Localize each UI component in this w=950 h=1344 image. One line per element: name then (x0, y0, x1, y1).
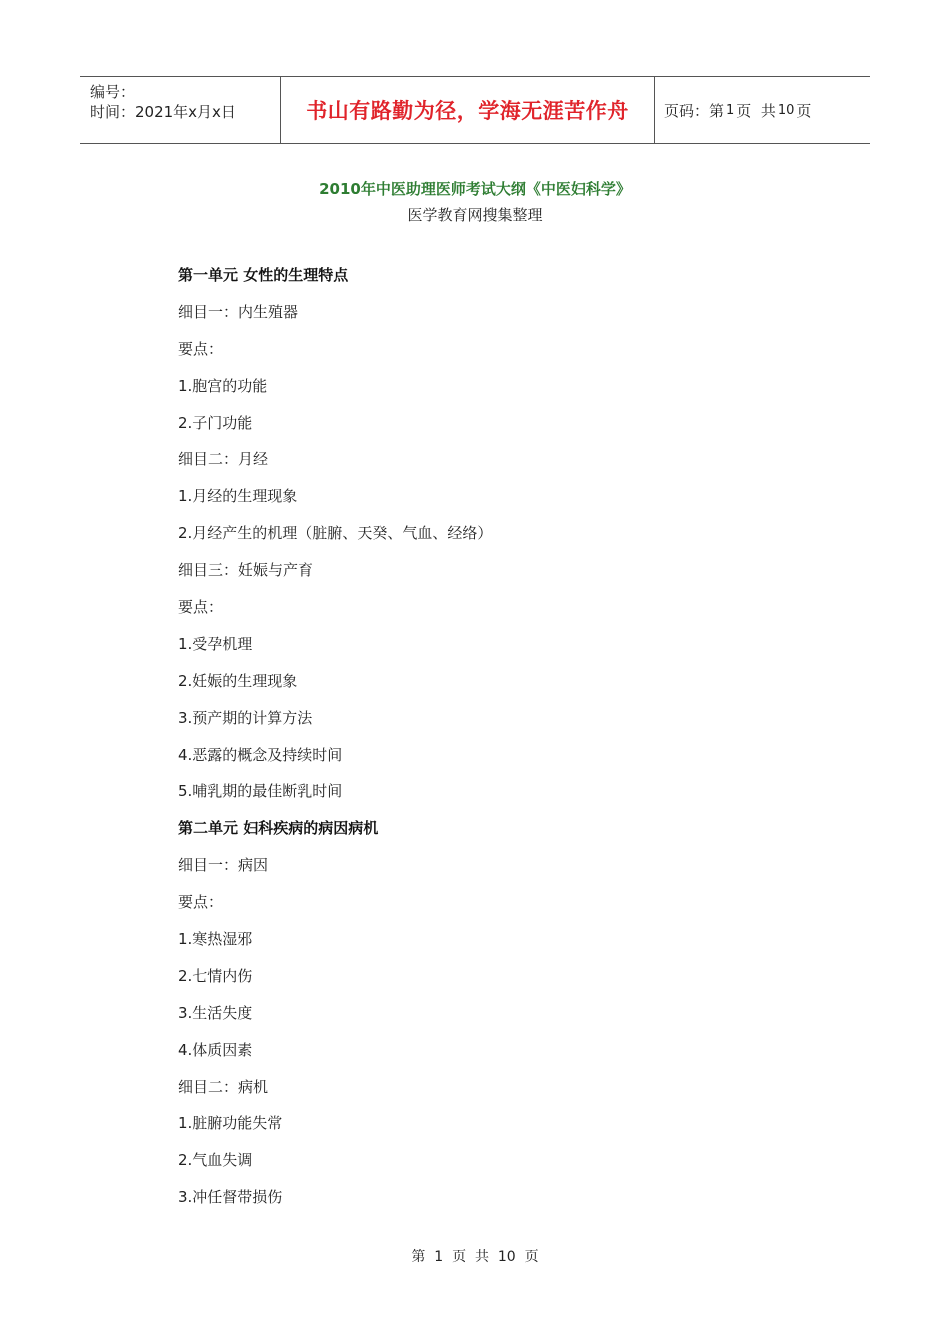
outline-line: 细目一：内生殖器 (178, 302, 299, 321)
outline-line: 1.受孕机理 (178, 634, 253, 653)
outline-line: 细目二：病机 (178, 1077, 269, 1096)
motto-text: 书山有路勤为径，学海无涯苦作舟 (306, 99, 629, 123)
outline-line: 4.恶露的概念及持续时间 (178, 745, 343, 764)
outline-line: 细目二：月经 (178, 450, 269, 469)
page-current: 1 (726, 102, 735, 118)
outline-line: 细目三：妊娠与产育 (178, 561, 314, 580)
outline-line: 1.月经的生理现象 (178, 487, 298, 506)
section-heading: 第二单元 妇科疾病的病因病机 (178, 819, 379, 838)
outline-line: 1.胞宫的功能 (178, 376, 268, 395)
page-prefix: 页码：第 (664, 101, 725, 120)
outline-line: 2.七情内伤 (178, 966, 253, 985)
page-suffix: 页 (796, 101, 812, 120)
outline-line: 2.气血失调 (178, 1151, 253, 1170)
outline-line: 要点： (178, 598, 224, 617)
document-body (178, 263, 818, 1222)
outline-line: 3.生活失度 (178, 1003, 253, 1022)
serial-number-label: 编号： (90, 83, 136, 101)
page-total: 10 (777, 102, 795, 118)
outline-line: 2.妊娠的生理现象 (178, 671, 298, 690)
page-footer: 第 1 页 共 10 页 (411, 1249, 539, 1265)
section-heading: 第一单元 女性的生理特点 (178, 266, 349, 284)
page-mid: 页 共 (736, 101, 776, 120)
outline-line: 4.体质因素 (178, 1040, 253, 1059)
header-table (80, 76, 870, 144)
outline-line: 要点： (178, 339, 224, 358)
document-title: 2010年中医助理医师考试大纲《中医妇科学》 (319, 180, 631, 198)
header-info-cell (80, 77, 281, 143)
outline-line: 1.脏腑功能失常 (178, 1114, 283, 1133)
outline-line: 5.哺乳期的最佳断乳时间 (178, 782, 343, 801)
document-subtitle: 医学教育网搜集整理 (407, 206, 543, 224)
outline-line: 细目一：病因 (178, 856, 269, 875)
outline-line: 1.寒热湿邪 (178, 930, 253, 949)
header-page-cell (655, 77, 870, 143)
outline-line: 2.月经产生的机理（脏腑、天癸、气血、经络） (178, 524, 493, 543)
date-label: 时间：2021年x月x日 (90, 103, 236, 121)
header-motto-cell (281, 77, 655, 143)
outline-line: 3.冲任督带损伤 (178, 1188, 283, 1207)
outline-line: 3.预产期的计算方法 (178, 708, 313, 727)
outline-line: 2.子门功能 (178, 413, 253, 432)
outline-line: 要点： (178, 893, 224, 912)
